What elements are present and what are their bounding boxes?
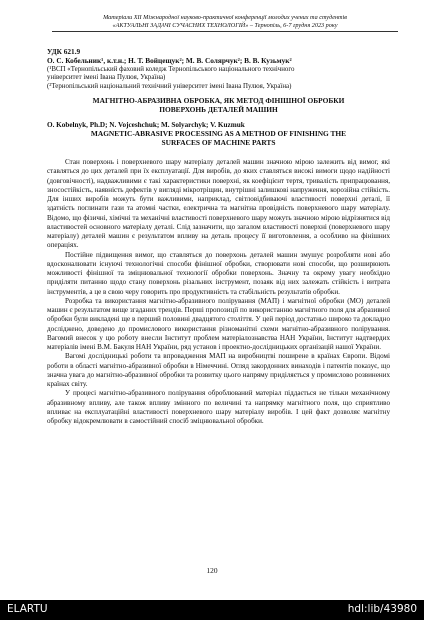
title-line: MAGNETIC-ABRASIVE PROCESSING AS A METHOD OF FINISHING THE <box>90 129 347 139</box>
paragraph: У процесі магнітно-абразивного полірування оброблюваний матеріал піддається не тільки механічному абразивному впливу, але також впливу змінного по величині та напрямку магнітного поля, що сприятливо впливає на експлуатаційні властивості поверхневого шару матеріалу виробів. І цей факт дозволяє магнітну обробку відокремлювати в самостійний спосіб зміцнювальної обробки. <box>47 389 390 426</box>
title-line: МАГНІТНО-АБРАЗИВНА ОБРОБКА, ЯК МЕТОД ФІНІШНОЇ ОБРОБКИ <box>92 96 345 106</box>
header-line-1: Матеріали XII Міжнародної науково-практичної конференції молодих учених та студентів <box>103 14 347 21</box>
handle-id[interactable]: hdl:lib/43980 <box>347 603 417 615</box>
article-title-en <box>47 130 390 148</box>
affiliations <box>47 66 390 92</box>
paragraph: Постійне підвищення вимог, що ставляться до поверхонь деталей машин змушує розробляти нові або вдосконалювати існуючі технологічні способи фінішної обробки, створювати нові способи, що розширюють можливості фінішної та зміцнювальної технології обробки поверхонь. Значну та окрему увагу необхідно приділяти питанню щодо стану поверхонь різальних інструмент, позаяк від них залежать стійкість і витрата інструментів, а це в свою черy говорить про продуктивність та стабільність результатів обробки. <box>47 250 390 296</box>
page-number: 120 <box>206 566 218 575</box>
affiliation-line: (¹ВСП «Тернопільський фаховий коледж Тернопільського національного технічного <box>47 65 295 73</box>
authors-ua: О. С. Кобельник¹, к.т.н.; Н. Т. Войцещук²; М. В. Солярчук²; В. В. Кузьмук² <box>47 56 292 66</box>
authors-en: O. Kobelnyk, Ph.D; N. Vojceshchuk; M. Solyarchyk; V. Kuzmuk <box>47 121 245 130</box>
paragraph: Розробка та використання магнітно-абразивного полірування (МАП) і магнітної обробки (МО) деталей машин є результатом вище згаданих трендів. Перші пропозиції по використанню магнітного поля для абразивної обробки були викладені ще в перший половині двадцятого століття. У цей період достатньо широко та докладно досліджено, доведено до промислового використання різноманітні схеми магнітно-абразивного полірування. Вагомий внесок у цю роботу внесли Інститут проблем матеріалознавства НАН України, Інститут надтвердих матеріалів імені В.М. Бакуля НАН України, ряд установ і проектно-дослідницьких організацій нашої України. <box>47 296 390 352</box>
repository-footer <box>0 600 424 620</box>
affiliation-line: університет імені Івана Пулюя, Україна) <box>47 74 166 82</box>
article-body <box>47 47 390 426</box>
paragraph: Стан поверхонь і поверхневого шару матеріалу деталей машин значною мірою залежить від вимог, які ставляться до цих деталей при їх експлуатації. Для виробів, до яких ставляться високі вимоги щодо надійності (довговічності), надважливими є такі характеристики поверхні, як коефіцієнт тертя, тривалість припрацювання, зносостійкість, наявність дефектів у вигляді мікротріщин, внутрішні залишкові напруження, корозійна стійкість. Для інших виробів можуть бути важливими, наприклад, світловідбиваючі властивості поверхні деталі, її здатність поглинати гази та атомні частки, електрична та магнітна провідність поверхневого шару матеріалу. Відомо, що фізичні, хімічні та механічні властивості поверхневого шару можуть значною мірою відрізнятися від властивостей основного матеріалу деталі. Слід зазначити, що загалом властивості поверхні (поверхневого шару матеріалу) деталей машин є результатом впливу на деталь процесу її виготовлення, а особливо на фінішних операціях. <box>47 158 390 250</box>
title-line: SURFACES OF MACHINE PARTS <box>161 138 276 148</box>
repository-name: ELARTU <box>7 603 48 615</box>
title-line: ПОВЕРХОНЬ ДЕТАЛЕЙ МАШИН <box>159 105 278 115</box>
affiliation-line: (²Тернопільський національний технічний університет імені Івана Пулюя, Україна) <box>47 82 292 90</box>
running-header <box>52 14 398 32</box>
udk-code: УДК 621.9 <box>47 47 81 56</box>
article-title-ua <box>47 97 390 115</box>
header-line-2: «АКТУАЛЬНІ ЗАДАЧІ СУЧАСНИХ ТЕХНОЛОГІЙ» – Тернопіль, 6-7 грудня 2023 року <box>112 21 338 29</box>
paragraph: Вагомі дослідницькі роботи та впровадження МАП на виробництві поширене в країнах Європи. Відомі роботи в області магнітно-абразивної обробки в Німеччині. Огляд закордонних винаходів і патентів показує, що значна увага до магнітно-абразивної обробки та розвитку цього напряму приділяється у промислово розвинених країнах світу. <box>47 352 390 389</box>
